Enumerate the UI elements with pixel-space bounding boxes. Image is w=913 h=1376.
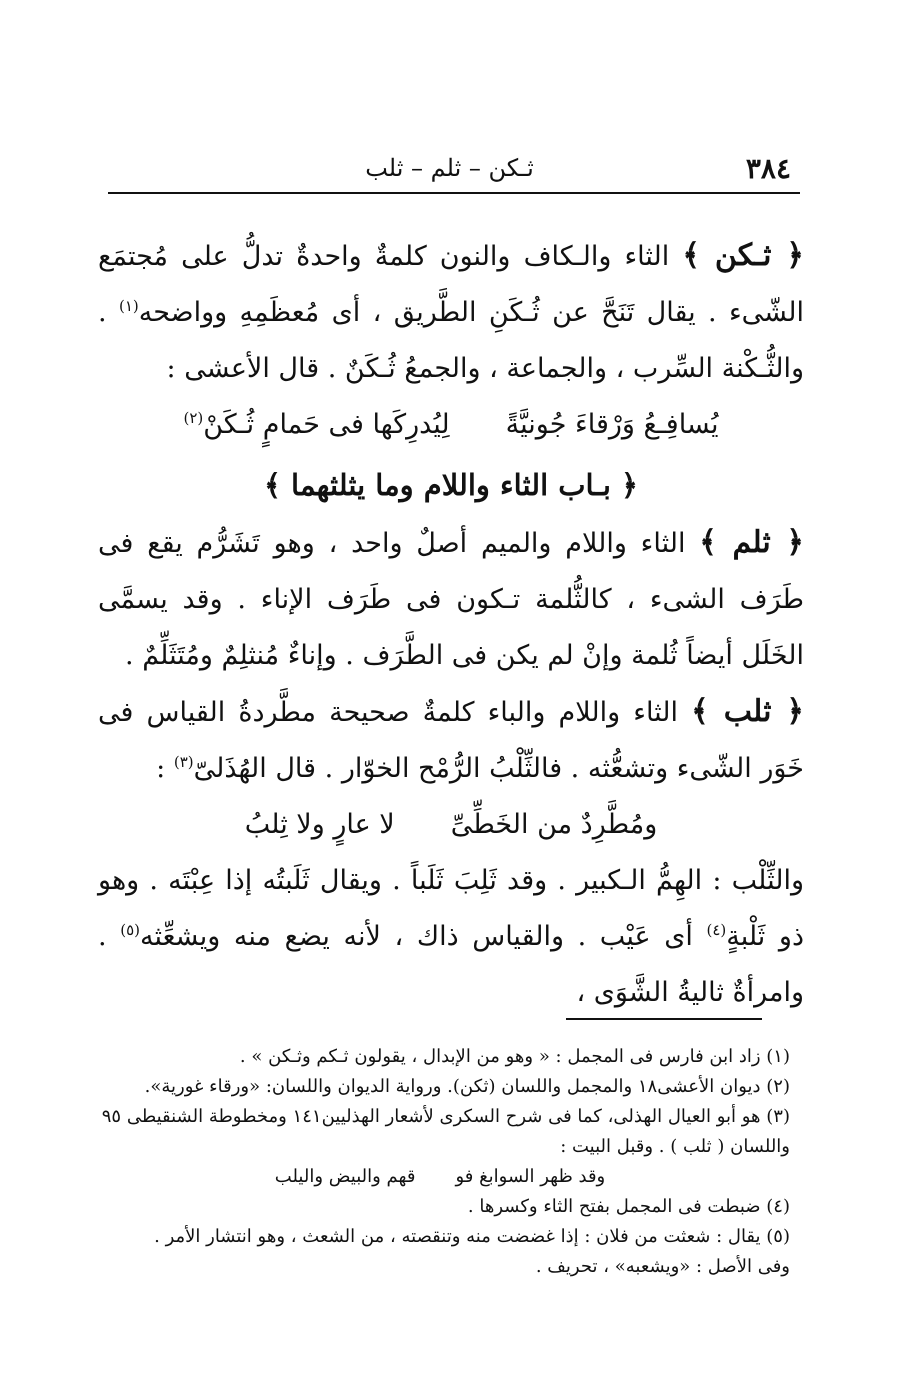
entry-text: الثاء واللام والميم أصلٌ واحد ، وهو تَشَرُّم يقع فى طَرَف الشىء ، كالثُّلمة تـكون فى طَرَف الإناء . وقد يسمَّى الخَلَل أيضاً ثُلمة وإنْ لم يكن فى الطَّرَف . وإناءٌ مُنثلِمٌ ومُتَثَلِّمٌ . (98, 528, 804, 671)
entry-text: : (156, 753, 166, 784)
footnote-marker: (٣) (173, 753, 194, 771)
section-title: ﴿ بـاب الثاء واللام وما يثلثهما ﴾ (263, 468, 639, 502)
entry-continuation (98, 853, 804, 1021)
verse-hemistich: وقد ظهر السوابغ فو (455, 1166, 606, 1187)
footnote-rule (566, 1018, 762, 1020)
footnotes (90, 1042, 790, 1282)
footnote-2: (٢) ديوان الأعشى١٨ والمجمل واللسان (ثكن). ورواية الديوان واللسان: «ورقاء غورية». (144, 1076, 790, 1097)
footnote-marker: (١) (118, 297, 139, 315)
entry-head-thakan: ﴿ ثـكن ﴾ (682, 238, 805, 273)
poetry-verse (98, 397, 804, 453)
footnote-marker: (٢) (183, 409, 204, 427)
main-text (98, 228, 804, 1021)
entry-text: الثاء واللام والباء كلمةٌ صحيحة مطَّردةُ القياس فى خَوَر الشّىء وتشعُّثه . فالثِّلْبُ الرُّمْح الخوّار . قال الهُذَلىّ (98, 697, 804, 784)
entry-text: . وامرأةٌ ثاليةُ الشَّوَى ، (98, 921, 804, 1008)
footnote-4: (٤) ضبطت فى المجمل بفتح الثاء وكسرها . (467, 1196, 790, 1217)
entry-thalab (98, 684, 804, 797)
footnote-1: (١) زاد ابن فارس فى المجمل : « وهو من الإبدال ، يقولون ثـكم وثـكن » . (239, 1046, 790, 1067)
footnote-marker: (٥) (120, 921, 140, 939)
running-title: ثـكن – ثلم – ثلب (365, 154, 534, 182)
entry-text: والثِّلْب : الهِمُّ الـكبير . وقد ثَلِبَ ثَلَباً . ويقال ثَلَبتُه إذا عِبْتَه . وهو ذو ثَلْبةٍ (98, 865, 804, 952)
footnote-verse (90, 1162, 790, 1192)
verse-hemistich: لِيُدرِكَها فى حَمامٍ ثُـكَنْ$^{(٢)}$ (183, 409, 450, 440)
verse-hemistich: يُسافِـعُ وَرْقاءَ جُونيَّةً (505, 409, 719, 440)
entry-head-thalab: ﴿ ثلب ﴾ (691, 694, 804, 729)
entry-head-thalam: ﴿ ثلم ﴾ (699, 525, 805, 560)
entry-thalam (98, 515, 804, 684)
page-number: ٣٨٤ (745, 152, 791, 185)
entry-text: . والثُّـكْنة السِّرب ، والجماعة ، والجمعُ ثُـكَنٌ . قال الأعشى : (98, 297, 804, 384)
entry-text: أى عَيْب . والقياس ذاك ، لأنه يضع منه ويشعِّثه (140, 921, 693, 952)
poetry-verse (98, 797, 804, 853)
verse-hemistich: قهم والبيض واليلب (274, 1166, 416, 1187)
header-rule (108, 192, 800, 194)
verse-hemistich: لا عارٍ ولا ثِلبُ (244, 809, 395, 840)
footnote-5-continued: وفى الأصل : «ويشعبه» ، تحريف . (535, 1256, 790, 1277)
entry-thakan (98, 228, 804, 397)
footnote-5: (٥) يقال : شعثت من فلان : إذا غضضت منه وتنقصته ، من الشعث ، وهو انتشار الأمر . (154, 1226, 790, 1247)
page-header (108, 150, 791, 190)
verse-hemistich: ومُطَّرِدٌ من الخَطِّىِّ (450, 809, 658, 840)
entry-text: الثاء والـكاف والنون كلمةٌ واحدةٌ تدلُّ على مُجتمَع الشّىء . يقال تَنَحَّ عن ثُـكَنِ الطَّريق ، أى مُعظَمِهِ وواضحه (98, 241, 804, 328)
footnote-3: (٣) هو أبو العيال الهذلى، كما فى شرح السكرى لأشعار الهذليين١٤١ ومخطوطة الشنقيطى ٩٥ (101, 1106, 790, 1127)
footnote-3-continued: واللسان ( ثلب ) . وقبل البيت : (560, 1136, 790, 1157)
footnote-marker: (٤) (706, 921, 727, 939)
